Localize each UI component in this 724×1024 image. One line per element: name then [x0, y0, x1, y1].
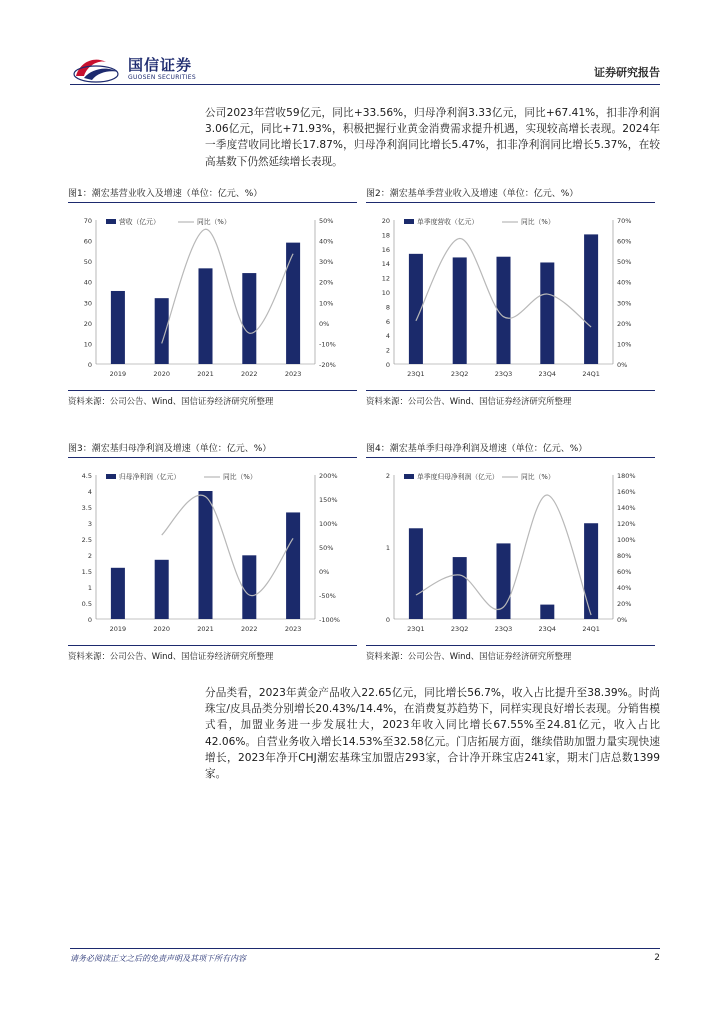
- figure-4-source: 资料来源：公司公告、Wind、国信证券经济研究所整理: [366, 645, 655, 662]
- y-tick-label-left: 0: [87, 616, 92, 624]
- y-tick-label-right: 20%: [617, 600, 632, 608]
- x-tick-label: 2019: [109, 370, 127, 378]
- y-tick-label-left: 4: [385, 332, 390, 341]
- y-tick-label-left: 2: [385, 472, 390, 480]
- y-tick-label-left: 1: [385, 544, 390, 552]
- x-tick-label: 23Q1: [407, 370, 425, 378]
- bar: [453, 557, 467, 619]
- bar: [286, 512, 300, 619]
- y-tick-label-right: 100%: [319, 520, 338, 528]
- y-tick-label-left: 50: [83, 258, 92, 267]
- legend-line-label: 同比（%）: [223, 473, 257, 481]
- page-number: 2: [654, 953, 660, 963]
- y-tick-label-left: 20: [381, 217, 390, 225]
- x-tick-label: 2021: [197, 625, 214, 633]
- figure-2: [366, 186, 655, 411]
- footer-disclaimer: 请务必阅读正文之后的免责声明及其项下所有内容: [70, 954, 246, 963]
- y-tick-label-right: 150%: [319, 496, 338, 504]
- bar: [584, 234, 598, 364]
- y-tick-label-left: 10: [83, 340, 92, 349]
- report-type: 证券研究报告: [594, 66, 660, 79]
- figure-3-source: 资料来源：公司公告、Wind、国信证券经济研究所整理: [68, 645, 357, 662]
- bar: [286, 243, 300, 364]
- bar: [155, 298, 169, 364]
- y-tick-label-left: 60: [83, 237, 92, 246]
- logo-en-text: GUOSEN SECURITIES: [128, 74, 197, 81]
- y-tick-label-left: 10: [381, 289, 390, 297]
- figure-4: [366, 441, 655, 666]
- bar: [242, 273, 256, 364]
- guosen-logo-icon: [70, 54, 122, 84]
- y-tick-label-left: 2: [385, 346, 390, 355]
- y-tick-label-right: 0%: [617, 616, 628, 624]
- y-tick-label-right: 140%: [617, 504, 636, 512]
- x-tick-label: 23Q2: [450, 625, 469, 633]
- y-tick-label-left: 4.5: [81, 472, 92, 480]
- paragraph-category-analysis: 分品类看，2023年黄金产品收入22.65亿元，同比增长56.7%，收入占比提升至38.39%。时尚珠宝/皮具品类分别增长20.43%/14.4%，在消费复苏趋势下，同样实现良好增长表现。分销售模式看，加盟业务进一步发展壮大，2023年收入同比增长67.55%至24.81亿元，收入占比42.06%。自营业务收入增长14.53%至32.58亿元。门店拓展方面，继续借助加盟力量实现快速增长，2023年净开CHJ潮宏基珠宝加盟店293家，合计净开珠宝店241家，期末门店总数1399家。: [205, 687, 660, 781]
- y-tick-label-right: -10%: [319, 340, 336, 349]
- bar: [198, 491, 212, 619]
- y-tick-label-right: 160%: [617, 488, 636, 496]
- y-tick-label-right: 80%: [617, 552, 632, 560]
- y-tick-label-left: 1: [87, 584, 92, 592]
- legend-bar-label: 营收（亿元）: [119, 218, 160, 226]
- x-tick-label: 23Q4: [538, 370, 557, 378]
- logo-cn-text: 国信证券: [128, 56, 193, 74]
- y-tick-label-left: 14: [381, 260, 390, 269]
- y-tick-label-right: 180%: [617, 472, 636, 480]
- x-tick-label: 2019: [109, 625, 127, 633]
- bar: [111, 291, 125, 364]
- legend-line-label: 同比（%）: [521, 218, 555, 226]
- y-tick-label-right: 0%: [319, 319, 330, 328]
- y-tick-label-left: 40: [83, 278, 92, 287]
- y-tick-label-right: 100%: [617, 536, 636, 544]
- y-tick-label-right: 200%: [319, 472, 338, 480]
- bar: [496, 257, 510, 364]
- bar: [409, 528, 423, 619]
- y-tick-label-left: 0: [385, 361, 390, 369]
- y-tick-label-right: 10%: [617, 340, 632, 349]
- x-tick-label: 23Q3: [494, 625, 513, 633]
- y-tick-label-right: 60%: [617, 568, 632, 576]
- figure-2-chart: [366, 206, 655, 386]
- legend-bar-label: 单季度营收（亿元）: [417, 218, 479, 226]
- y-tick-label-right: 20%: [617, 319, 632, 328]
- y-tick-label-right: 50%: [319, 544, 334, 552]
- x-tick-label: 24Q1: [582, 625, 600, 633]
- y-tick-label-right: 70%: [617, 217, 632, 225]
- x-tick-label: 2023: [284, 625, 302, 633]
- y-tick-label-right: 40%: [617, 278, 632, 287]
- bar: [540, 262, 554, 364]
- y-tick-label-left: 1.5: [81, 568, 92, 576]
- y-tick-label-right: -20%: [319, 361, 336, 369]
- series-line: [162, 495, 293, 596]
- y-tick-label-left: 12: [381, 274, 390, 283]
- bar: [111, 568, 125, 619]
- x-tick-label: 23Q1: [407, 625, 425, 633]
- figure-2-source: 资料来源：公司公告、Wind、国信证券经济研究所整理: [366, 390, 655, 407]
- bar: [584, 523, 598, 619]
- paragraph-revenue-summary: 公司2023年营收59亿元，同比+33.56%，归母净利润3.33亿元，同比+67.41%，扣非净利润3.06亿元，同比+71.93%，积极把握行业黄金消费需求提升机遇，实现较高增长表现。2024年一季度营收同比增长17.87%，归母净利润同比增长5.47%，扣非净利润同比增长5.37%，在较高基数下仍然延续增长表现。: [205, 107, 660, 168]
- y-tick-label-left: 18: [381, 231, 390, 240]
- x-tick-label: 23Q2: [450, 370, 469, 378]
- y-tick-label-left: 3: [87, 520, 92, 528]
- y-tick-label-left: 0.5: [81, 600, 92, 608]
- legend-bar-label: 单季度归母净利润（亿元）: [417, 473, 499, 481]
- y-tick-label-left: 20: [83, 319, 92, 328]
- bar: [453, 257, 467, 364]
- legend-bar-swatch: [404, 219, 414, 224]
- figure-3: [68, 441, 357, 666]
- y-tick-label-right: 10%: [319, 299, 334, 308]
- y-tick-label-right: 30%: [319, 258, 334, 267]
- y-tick-label-right: 0%: [319, 568, 330, 576]
- y-tick-label-left: 8: [385, 303, 390, 312]
- figure-3-title: 图3：潮宏基归母净利润及增速（单位：亿元、%）: [68, 441, 357, 458]
- y-tick-label-left: 0: [87, 361, 92, 369]
- y-tick-label-left: 2: [87, 552, 92, 560]
- figure-3-chart: [68, 461, 357, 641]
- y-tick-label-left: 70: [83, 217, 92, 225]
- x-tick-label: 24Q1: [582, 370, 600, 378]
- bar: [242, 555, 256, 619]
- x-tick-label: 23Q4: [538, 625, 557, 633]
- y-tick-label-right: 30%: [617, 299, 632, 308]
- x-tick-label: 2021: [197, 370, 214, 378]
- x-tick-label: 2020: [153, 625, 170, 633]
- bar: [540, 605, 554, 619]
- y-tick-label-right: 120%: [617, 520, 636, 528]
- page-header: [70, 52, 660, 86]
- y-tick-label-right: 60%: [617, 237, 632, 246]
- legend-line-label: 同比（%）: [197, 218, 231, 226]
- bar: [155, 560, 169, 619]
- legend-bar-swatch: [106, 474, 116, 479]
- y-tick-label-left: 30: [83, 299, 92, 308]
- y-tick-label-left: 16: [381, 245, 390, 254]
- y-tick-label-right: 50%: [617, 258, 632, 267]
- x-tick-label: 23Q3: [494, 370, 513, 378]
- series-line: [162, 229, 293, 343]
- figure-1: [68, 186, 357, 411]
- y-tick-label-left: 4: [87, 488, 92, 496]
- y-tick-label-right: 20%: [319, 278, 334, 287]
- x-tick-label: 2023: [284, 370, 302, 378]
- legend-bar-label: 归母净利润（亿元）: [119, 473, 181, 481]
- figure-2-title: 图2：潮宏基单季营业收入及增速（单位：亿元、%）: [366, 186, 655, 203]
- figure-4-chart: [366, 461, 655, 641]
- legend-bar-swatch: [404, 474, 414, 479]
- x-tick-label: 2022: [241, 370, 258, 378]
- y-tick-label-right: 0%: [617, 361, 628, 369]
- legend-bar-swatch: [106, 219, 116, 224]
- y-tick-label-right: -50%: [319, 592, 336, 600]
- y-tick-label-left: 6: [385, 317, 390, 326]
- y-tick-label-right: -100%: [319, 616, 340, 624]
- x-tick-label: 2020: [153, 370, 170, 378]
- y-tick-label-right: 50%: [319, 217, 334, 225]
- header-divider: [70, 84, 660, 85]
- x-tick-label: 2022: [241, 625, 258, 633]
- y-tick-label-right: 40%: [319, 237, 334, 246]
- y-tick-label-left: 3.5: [81, 504, 92, 512]
- figure-1-source: 资料来源：公司公告、Wind、国信证券经济研究所整理: [68, 390, 357, 407]
- y-tick-label-left: 2.5: [81, 536, 92, 544]
- y-tick-label-right: 40%: [617, 584, 632, 592]
- legend-line-label: 同比（%）: [521, 473, 555, 481]
- figure-1-title: 图1：潮宏基营业收入及增速（单位：亿元、%）: [68, 186, 357, 203]
- bar: [198, 268, 212, 364]
- page-footer: [70, 948, 660, 969]
- y-tick-label-left: 0: [385, 616, 390, 624]
- figure-1-chart: [68, 206, 357, 386]
- figure-4-title: 图4：潮宏基单季归母净利润及增速（单位：亿元、%）: [366, 441, 655, 458]
